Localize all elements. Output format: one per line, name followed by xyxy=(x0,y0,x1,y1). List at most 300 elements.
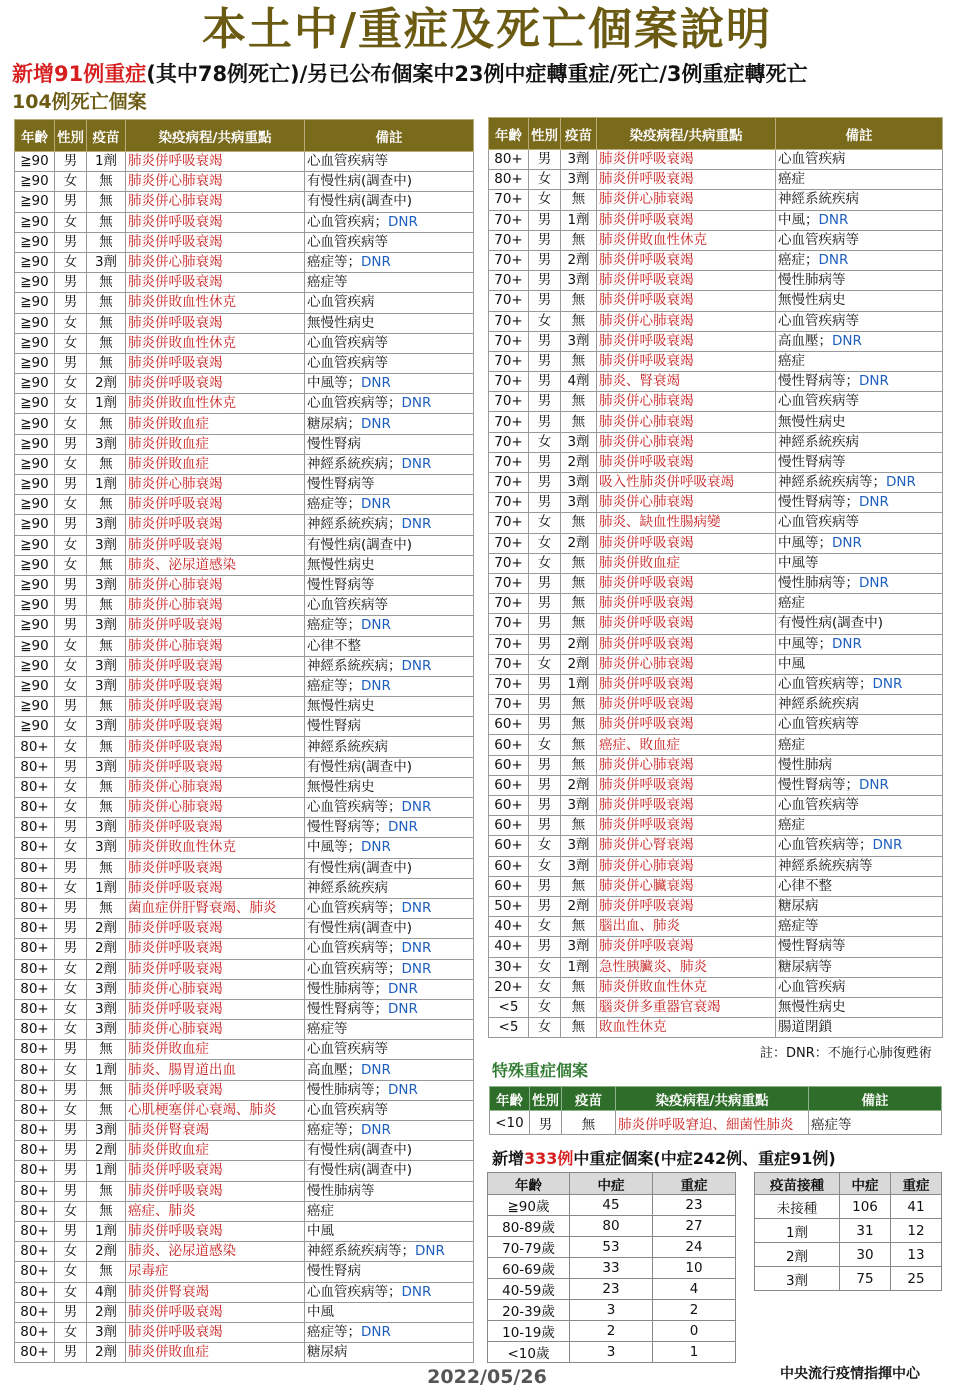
cell-notes xyxy=(776,351,943,371)
cell-notes xyxy=(776,372,943,392)
cell-vaccine: 1劑 xyxy=(87,1060,126,1080)
cell-vaccine: 3劑 xyxy=(561,331,597,351)
cell-sex: 男 xyxy=(55,939,87,959)
table-row xyxy=(15,515,474,535)
cell-moderate: 33 xyxy=(570,1258,653,1279)
cell-vaccine: 4劑 xyxy=(561,372,597,392)
cell-vaccine: 無 xyxy=(87,798,126,818)
cell-notes xyxy=(776,452,943,472)
cell-course: 肺炎併呼吸衰竭 xyxy=(126,273,305,293)
cell-sex: 男 xyxy=(529,392,561,412)
cell-notes xyxy=(776,170,943,190)
cell-notes xyxy=(776,695,943,715)
notes-text: 心血管疾病等 xyxy=(307,334,388,351)
cell-vaccine: 3劑 xyxy=(87,818,126,838)
cell-vaccine: 1劑 xyxy=(561,674,597,694)
cell-label: 40-59歲 xyxy=(488,1279,570,1300)
cell-age: ≧90 xyxy=(15,434,55,454)
notes-text: 心血管疾病等； xyxy=(307,940,402,957)
cell-notes xyxy=(776,493,943,513)
cell-course: 菌血症併肝腎衰竭、肺炎 xyxy=(126,898,305,918)
table-row xyxy=(15,737,474,757)
cell-age: 80+ xyxy=(15,858,55,878)
cell-age: ≧90 xyxy=(15,414,55,434)
cell-sex: 男 xyxy=(529,331,561,351)
cell-vaccine: 無 xyxy=(87,495,126,515)
page-title: 本土中/重症及死亡個案說明 xyxy=(201,4,773,55)
cell-age: 40+ xyxy=(489,937,529,957)
cell-course: 尿毒症 xyxy=(126,1262,305,1282)
cell-sex: 男 xyxy=(55,1141,87,1161)
cell-notes xyxy=(305,1080,474,1100)
table-row xyxy=(15,717,474,737)
cell-course: 肺炎併呼吸衰竭 xyxy=(597,170,776,190)
notes-text: 慢性肺病等 xyxy=(778,272,846,289)
cell-vaccine: 2劑 xyxy=(87,959,126,979)
notes-text: 中風； xyxy=(778,211,819,228)
cell-course: 肺炎併心肺衰竭 xyxy=(126,636,305,656)
dnr-flag: DNR xyxy=(401,516,432,533)
cell-age: ≧90 xyxy=(15,394,55,414)
cell-sex: 女 xyxy=(55,172,87,192)
table-row xyxy=(489,796,943,816)
dnr-flag: DNR xyxy=(401,395,432,412)
cell-course: 肺炎併呼吸衰竭 xyxy=(126,212,305,232)
cell-notes xyxy=(776,957,943,977)
table-row xyxy=(489,876,943,896)
cell-notes xyxy=(305,232,474,252)
cell-vaccine: 2劑 xyxy=(87,1141,126,1161)
cell-age: 70+ xyxy=(489,513,529,533)
dnr-flag: DNR xyxy=(361,677,391,694)
table-row xyxy=(15,1322,474,1342)
table-row xyxy=(489,816,943,836)
cell-age: 80+ xyxy=(15,1302,55,1322)
cell-age: 70+ xyxy=(489,250,529,270)
cell-age: 30+ xyxy=(489,957,529,977)
cell-vaccine: 3劑 xyxy=(87,757,126,777)
cell-vaccine: 1劑 xyxy=(87,152,126,172)
cell-vaccine: 2劑 xyxy=(561,634,597,654)
notes-text: 神經系統疾病 xyxy=(778,191,859,208)
cell-vaccine: 無 xyxy=(561,230,597,250)
cell-vaccine: 3劑 xyxy=(561,796,597,816)
cell-notes xyxy=(305,818,474,838)
cell-notes xyxy=(305,1181,474,1201)
notes-text: 心血管疾病等 xyxy=(778,514,859,531)
table-row xyxy=(489,856,943,876)
cell-notes xyxy=(305,1282,474,1302)
cell-vaccine: 無 xyxy=(87,737,126,757)
cell-moderate: 31 xyxy=(840,1219,891,1243)
cell-course: 腦出血、肺炎 xyxy=(597,917,776,937)
notes-text: 癌症 xyxy=(778,817,805,834)
cell-sex: 女 xyxy=(529,836,561,856)
cell-notes xyxy=(776,977,943,997)
table-row xyxy=(489,170,943,190)
cell-age: 70+ xyxy=(489,412,529,432)
cell-sex: 女 xyxy=(529,917,561,937)
cell-course: 肺炎併腎衰竭 xyxy=(126,1282,305,1302)
cell-vaccine: 無 xyxy=(87,777,126,797)
col-age: 年齡 xyxy=(489,118,529,150)
cell-sex: 男 xyxy=(529,876,561,896)
notes-text: 癌症等； xyxy=(307,254,361,271)
cell-notes xyxy=(305,192,474,212)
notes-text: 癌症等； xyxy=(307,1323,361,1340)
cell-sex: 男 xyxy=(55,919,87,939)
cell-age: 80+ xyxy=(489,170,529,190)
table-row xyxy=(489,674,943,694)
dnr-flag: DNR xyxy=(401,657,432,674)
notes-text: 癌症等； xyxy=(307,1122,361,1139)
cell-notes xyxy=(776,473,943,493)
cell-age: 80+ xyxy=(15,1121,55,1141)
notes-text: 慢性腎病等 xyxy=(307,577,375,594)
table-row xyxy=(488,1342,736,1363)
table-row xyxy=(489,311,943,331)
cell-course: 肺炎併敗血症 xyxy=(126,1343,305,1363)
cell-sex: 男 xyxy=(529,271,561,291)
cell-vaccine: 無 xyxy=(561,997,597,1017)
cell-age: ≧90 xyxy=(15,273,55,293)
cell-age: 60+ xyxy=(489,836,529,856)
cell-vaccine: 無 xyxy=(87,454,126,474)
cell-vaccine: 無 xyxy=(87,1262,126,1282)
cell-sex: 女 xyxy=(55,878,87,898)
cell-age: 70+ xyxy=(489,594,529,614)
notes-text: 有慢性病(調查中) xyxy=(307,859,413,876)
cell-course: 肺炎併呼吸衰竭 xyxy=(597,634,776,654)
cell-severe: 24 xyxy=(653,1237,736,1258)
notes-text: 心血管疾病等； xyxy=(307,395,402,412)
table-row xyxy=(489,230,943,250)
notes-text: 心血管疾病等 xyxy=(778,716,859,733)
cell-notes xyxy=(305,1262,474,1282)
cell-vaccine: 無 xyxy=(87,414,126,434)
table-row xyxy=(15,1221,474,1241)
table-row xyxy=(755,1243,942,1267)
dnr-flag: DNR xyxy=(886,474,916,491)
cell-vaccine: 無 xyxy=(561,573,597,593)
notes-text: 慢性肺病等； xyxy=(778,575,859,592)
dnr-flag: DNR xyxy=(859,373,889,390)
notes-text: 中風 xyxy=(778,655,805,672)
cell-sex: 女 xyxy=(55,1282,87,1302)
table-row xyxy=(489,977,943,997)
cell-course: 肺炎併心肺衰竭 xyxy=(126,777,305,797)
dnr-flag: DNR xyxy=(401,799,432,816)
cell-notes xyxy=(776,150,943,170)
cell-sex: 男 xyxy=(55,1302,87,1322)
cell-age: 60+ xyxy=(489,735,529,755)
cell-age: ≧90 xyxy=(15,152,55,172)
col-vaccine: 疫苗 xyxy=(562,1087,616,1111)
cell-notes xyxy=(776,392,943,412)
notes-text: 心血管疾病等 xyxy=(778,312,859,329)
cell-sex: 女 xyxy=(55,838,87,858)
cell-course: 肺炎併心肺衰竭 xyxy=(126,979,305,999)
table-row xyxy=(489,533,943,553)
dnr-flag: DNR xyxy=(388,213,418,230)
cell-course: 肺炎併心肺衰竭 xyxy=(597,392,776,412)
table-row xyxy=(15,152,474,172)
cell-notes xyxy=(305,293,474,313)
cell-sex: 男 xyxy=(529,473,561,493)
cell-age: 70+ xyxy=(489,210,529,230)
table-row xyxy=(489,755,943,775)
cell-notes xyxy=(305,656,474,676)
stats-heading xyxy=(492,1148,836,1170)
table-row xyxy=(489,473,943,493)
notes-text: 心血管疾病等 xyxy=(307,597,388,614)
cell-vaccine: 3劑 xyxy=(87,838,126,858)
cell-age: 70+ xyxy=(489,190,529,210)
cell-sex: 男 xyxy=(55,232,87,252)
cell-course: 急性胰臟炎、肺炎 xyxy=(597,957,776,977)
notes-text: 心血管疾病 xyxy=(307,294,375,311)
cell-notes xyxy=(305,939,474,959)
cell-notes xyxy=(305,1020,474,1040)
cell-notes xyxy=(776,755,943,775)
table-row xyxy=(489,896,943,916)
cell-severe: 4 xyxy=(653,1279,736,1300)
table-row xyxy=(489,654,943,674)
table-row xyxy=(489,392,943,412)
notes-text: 癌症 xyxy=(778,595,805,612)
cell-vaccine: 2劑 xyxy=(561,250,597,270)
table-row xyxy=(489,1018,943,1038)
table-row xyxy=(15,919,474,939)
cell-age: <5 xyxy=(489,1018,529,1038)
table-row xyxy=(489,695,943,715)
cell-sex: 男 xyxy=(530,1111,562,1135)
cell-age: 70+ xyxy=(489,573,529,593)
cell-vaccine: 3劑 xyxy=(87,434,126,454)
cell-vaccine: 2劑 xyxy=(561,452,597,472)
cell-vaccine: 無 xyxy=(87,1201,126,1221)
table-row xyxy=(15,959,474,979)
table-row xyxy=(489,957,943,977)
cell-sex: 女 xyxy=(55,798,87,818)
col-severe: 重症 xyxy=(891,1173,942,1195)
cell-severe: 41 xyxy=(891,1195,942,1219)
cell-sex: 女 xyxy=(55,333,87,353)
cell-notes xyxy=(305,1302,474,1322)
table-row xyxy=(15,1201,474,1221)
cell-age: ≧90 xyxy=(15,313,55,333)
cell-age: ≧90 xyxy=(15,192,55,212)
cell-age: ≧90 xyxy=(15,475,55,495)
cell-age: 70+ xyxy=(489,432,529,452)
death-cases-table-right xyxy=(488,117,943,1038)
cell-notes xyxy=(305,798,474,818)
cell-sex: 男 xyxy=(55,273,87,293)
cell-sex: 女 xyxy=(529,190,561,210)
cell-sex: 女 xyxy=(55,999,87,1019)
cell-vaccine: 4劑 xyxy=(87,1282,126,1302)
cell-sex: 男 xyxy=(55,434,87,454)
cell-course: 肺炎、泌尿道感染 xyxy=(126,555,305,575)
col-vaccine: 疫苗 xyxy=(87,120,126,152)
cell-notes xyxy=(305,676,474,696)
notes-text: 神經系統疾病 xyxy=(778,433,859,450)
dnr-flag: DNR xyxy=(361,496,391,513)
cell-notes xyxy=(305,212,474,232)
cell-vaccine: 2劑 xyxy=(561,775,597,795)
cell-course: 肺炎併呼吸衰竭 xyxy=(597,937,776,957)
cell-vaccine: 無 xyxy=(561,1018,597,1038)
cell-vaccine: 1劑 xyxy=(87,878,126,898)
cell-moderate: 45 xyxy=(570,1195,653,1216)
cell-course: 腦炎併多重器官衰竭 xyxy=(597,997,776,1017)
cell-label: 60-69歲 xyxy=(488,1258,570,1279)
cell-course: 肺炎併敗血性休克 xyxy=(126,838,305,858)
cell-age: 80+ xyxy=(15,1161,55,1181)
cell-sex: 女 xyxy=(529,977,561,997)
cell-sex: 女 xyxy=(529,553,561,573)
cell-notes xyxy=(776,997,943,1017)
cell-age: 80+ xyxy=(15,1181,55,1201)
table-row xyxy=(755,1219,942,1243)
cell-sex: 女 xyxy=(529,654,561,674)
cell-vaccine: 1劑 xyxy=(561,957,597,977)
notes-text: 慢性腎病 xyxy=(307,1263,361,1280)
cell-notes xyxy=(776,796,943,816)
cell-label: 10-19歲 xyxy=(488,1321,570,1342)
cell-sex: 女 xyxy=(55,636,87,656)
cell-course: 肺炎併呼吸衰竭 xyxy=(126,939,305,959)
cell-notes xyxy=(305,495,474,515)
cell-sex: 女 xyxy=(529,856,561,876)
cell-age: 80+ xyxy=(15,818,55,838)
table-row xyxy=(489,210,943,230)
cell-vaccine: 無 xyxy=(561,190,597,210)
cell-notes xyxy=(305,636,474,656)
notes-text: 心血管疾病等 xyxy=(307,354,388,371)
cell-notes xyxy=(305,1322,474,1342)
notes-text: 癌症 xyxy=(778,171,805,188)
notes-text: 神經系統疾病 xyxy=(307,738,388,755)
cell-age: ≧90 xyxy=(15,656,55,676)
table-row xyxy=(15,1121,474,1141)
cell-sex: 男 xyxy=(55,898,87,918)
vaccine-stats-table xyxy=(754,1172,942,1291)
cell-age: 70+ xyxy=(489,533,529,553)
dnr-flag: DNR xyxy=(859,575,889,592)
col-sex: 性別 xyxy=(55,120,87,152)
cell-vaccine: 無 xyxy=(561,715,597,735)
cell-notes xyxy=(305,979,474,999)
notes-text: 心血管疾病等； xyxy=(307,900,402,917)
cell-sex: 女 xyxy=(529,170,561,190)
cell-notes xyxy=(305,858,474,878)
notes-text: 慢性腎病 xyxy=(307,718,361,735)
table-row xyxy=(15,999,474,1019)
cell-notes xyxy=(305,535,474,555)
cell-course: 肺炎併心臟衰竭 xyxy=(597,876,776,896)
cell-age: 20+ xyxy=(489,977,529,997)
cell-course: 肺炎、腎衰竭 xyxy=(597,372,776,392)
dnr-flag: DNR xyxy=(388,1000,418,1017)
cell-course: 肺炎併心腎衰竭 xyxy=(597,836,776,856)
table-row xyxy=(15,575,474,595)
cell-age: 80+ xyxy=(15,939,55,959)
cell-sex: 女 xyxy=(55,535,87,555)
cell-moderate: 3 xyxy=(570,1342,653,1363)
cell-sex: 男 xyxy=(529,634,561,654)
table-row xyxy=(15,858,474,878)
cell-sex: 男 xyxy=(529,372,561,392)
cell-sex: 男 xyxy=(529,412,561,432)
notes-text: 神經系統疾病； xyxy=(307,455,402,472)
cell-course: 肺炎併敗血症 xyxy=(126,1040,305,1060)
cell-sex: 男 xyxy=(529,755,561,775)
cell-notes xyxy=(305,333,474,353)
cell-label: 2劑 xyxy=(755,1243,840,1267)
cell-sex: 男 xyxy=(55,1181,87,1201)
cell-sex: 男 xyxy=(529,715,561,735)
cell-severe: 1 xyxy=(653,1342,736,1363)
cell-sex: 女 xyxy=(55,1322,87,1342)
notes-text: 癌症 xyxy=(778,352,805,369)
notes-text: 慢性腎病 xyxy=(307,435,361,452)
special-cases-table xyxy=(489,1086,942,1135)
cell-notes xyxy=(305,1201,474,1221)
notes-text: 有慢性病(調查中) xyxy=(307,758,413,775)
cell-course: 肺炎併呼吸衰竭 xyxy=(597,533,776,553)
cell-sex: 女 xyxy=(529,513,561,533)
cell-sex: 男 xyxy=(529,937,561,957)
dnr-footnote: 註：DNR：不施行心肺復甦術 xyxy=(760,1046,932,1061)
cell-notes xyxy=(776,250,943,270)
cell-moderate: 80 xyxy=(570,1216,653,1237)
table-row xyxy=(15,1343,474,1363)
cell-age: ≧90 xyxy=(15,293,55,313)
cell-sex: 女 xyxy=(55,777,87,797)
notes-text: 心血管疾病等； xyxy=(307,1283,402,1300)
cell-notes xyxy=(305,252,474,272)
dnr-flag: DNR xyxy=(361,415,391,432)
table-row xyxy=(15,798,474,818)
cell-course: 肺炎併呼吸衰竭 xyxy=(126,818,305,838)
cell-notes xyxy=(776,412,943,432)
cell-age: ≧90 xyxy=(15,676,55,696)
cell-notes xyxy=(305,575,474,595)
cell-sex: 女 xyxy=(55,656,87,676)
death-cases-table-left xyxy=(14,119,474,1363)
cell-sex: 女 xyxy=(55,414,87,434)
dnr-flag: DNR xyxy=(388,1081,418,1098)
cell-notes xyxy=(305,616,474,636)
cell-sex: 女 xyxy=(529,997,561,1017)
col-course: 染疫病程/共病重點 xyxy=(616,1087,809,1111)
cell-vaccine: 無 xyxy=(561,311,597,331)
cell-course: 肺炎併呼吸衰竭 xyxy=(597,291,776,311)
col-course: 染疫病程/共病重點 xyxy=(126,120,305,152)
table-row xyxy=(489,291,943,311)
cell-vaccine: 2劑 xyxy=(87,919,126,939)
cell-vaccine: 無 xyxy=(561,755,597,775)
cell-sex: 男 xyxy=(55,616,87,636)
cell-course: 肺炎併敗血性休克 xyxy=(126,333,305,353)
cell-course: 肺炎併呼吸衰竭 xyxy=(126,919,305,939)
cell-notes xyxy=(776,674,943,694)
cell-course: 肺炎併呼吸衰竭 xyxy=(597,452,776,472)
cell-course: 肺炎併呼吸衰竭 xyxy=(597,331,776,351)
cell-age: ≧90 xyxy=(15,535,55,555)
table-row xyxy=(15,1282,474,1302)
